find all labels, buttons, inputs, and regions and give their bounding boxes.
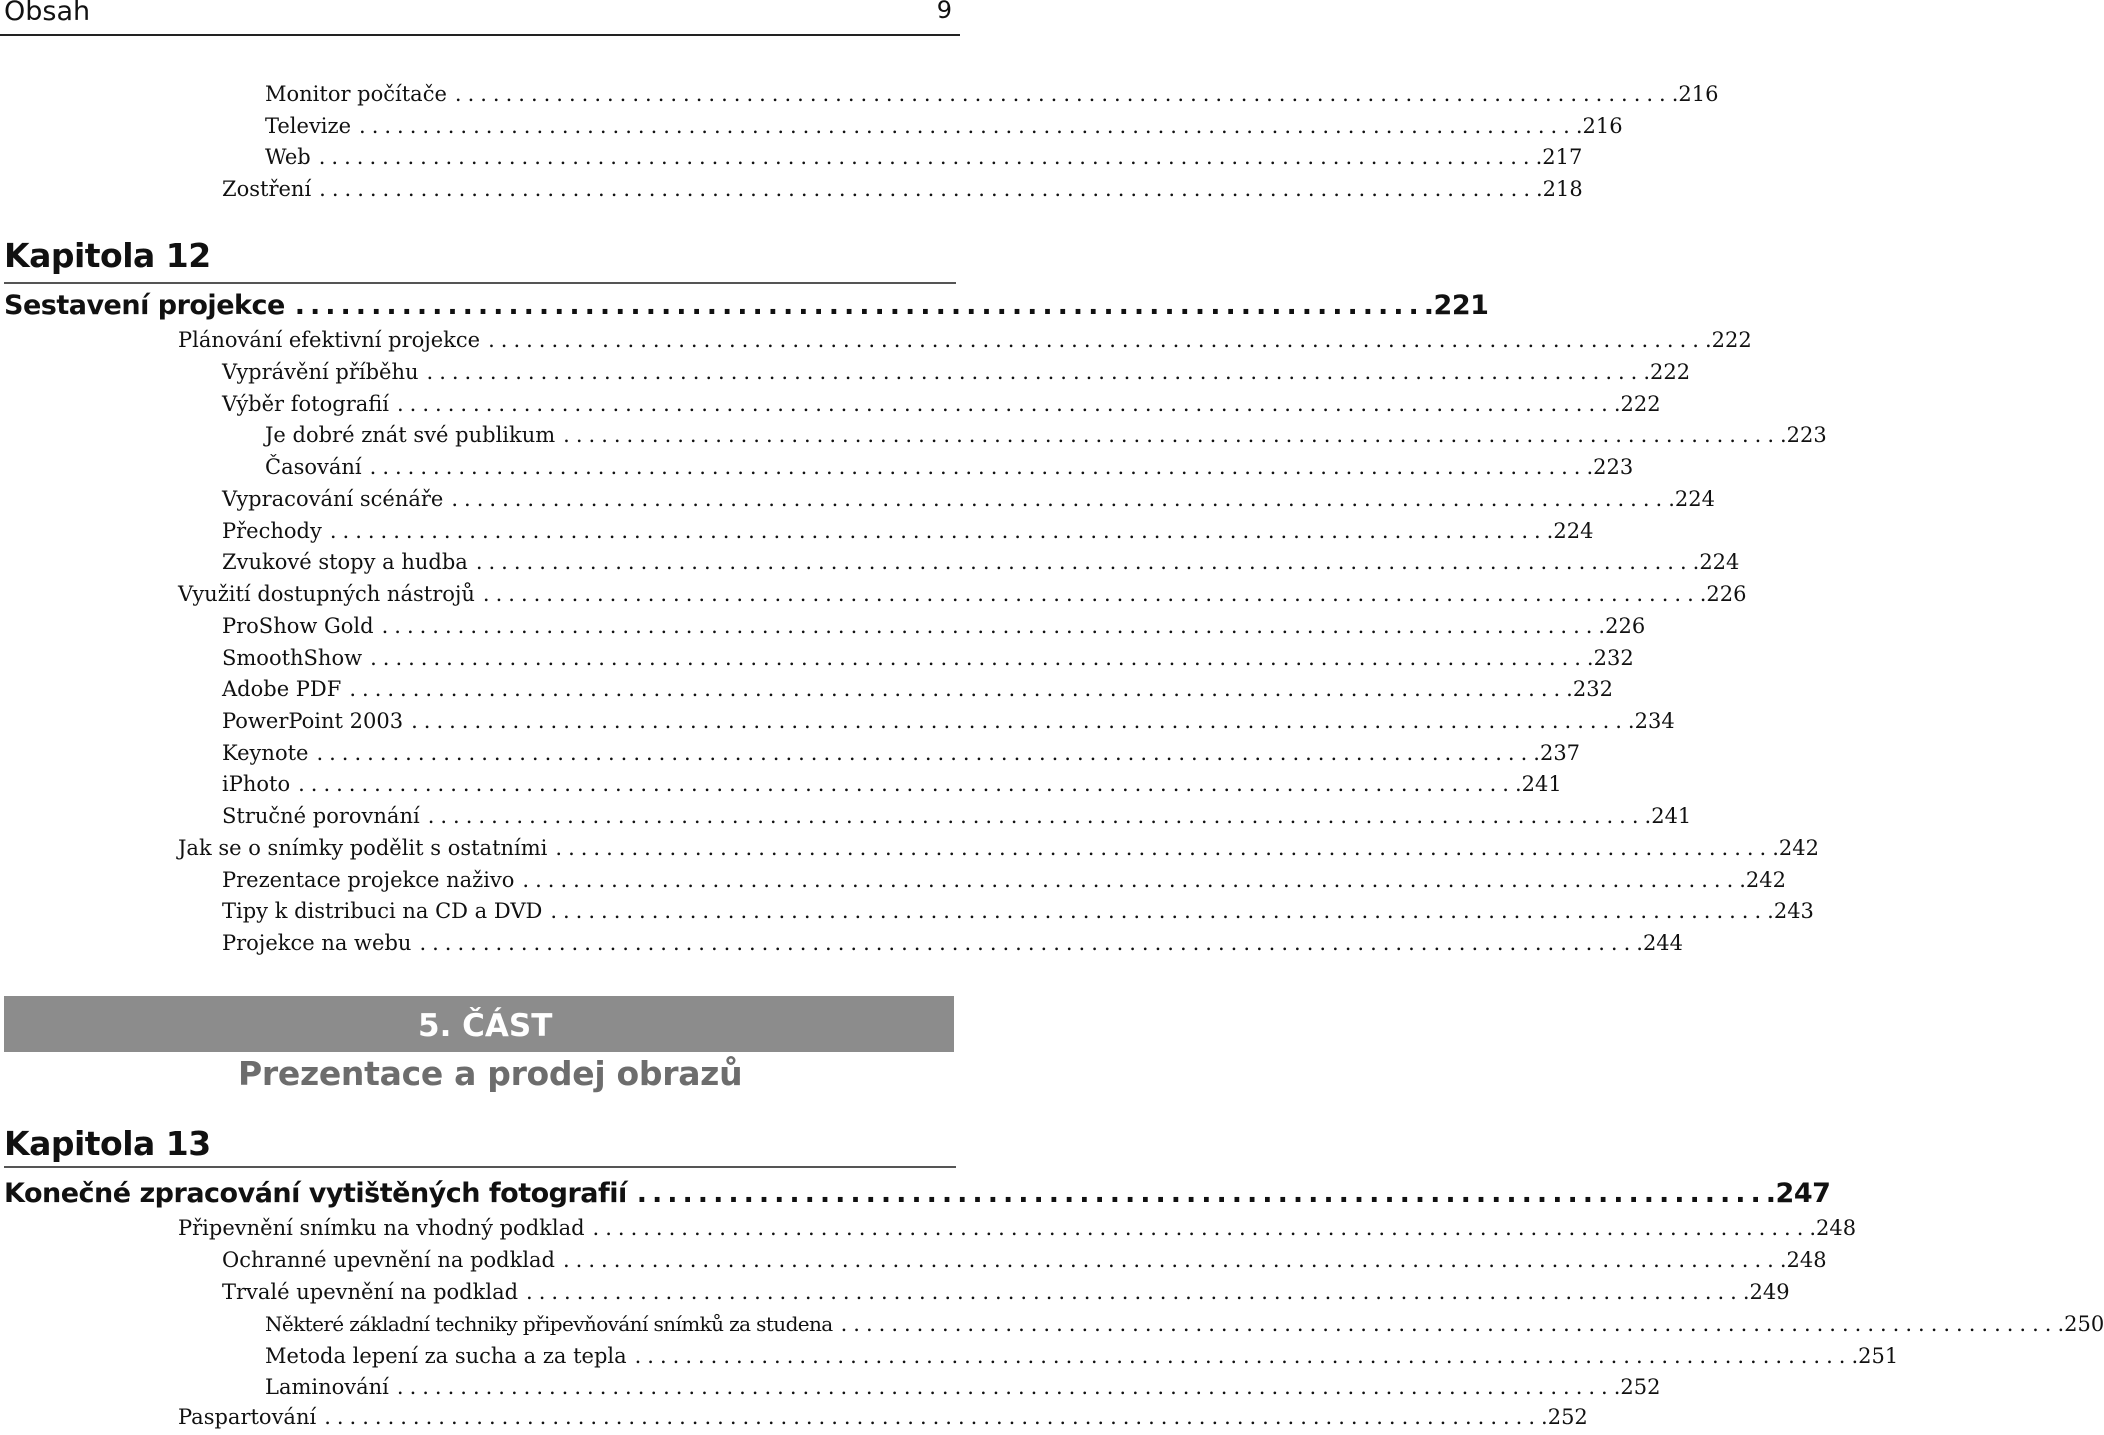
toc-entry bbox=[265, 82, 1719, 112]
toc-entry bbox=[222, 177, 1583, 207]
part-number: 5. ČÁST bbox=[418, 1008, 553, 1044]
toc-entry-label: ProShow Gold bbox=[222, 614, 374, 638]
toc-leader-dots: ................................................................................................ bbox=[840, 1312, 2058, 1336]
toc-entry bbox=[178, 836, 1819, 866]
toc-entry bbox=[222, 360, 1691, 390]
toc-entry bbox=[265, 1344, 1899, 1374]
toc-entry bbox=[222, 677, 1613, 707]
toc-entry bbox=[222, 1248, 1827, 1278]
chapter-title-text: Sestavení projekce bbox=[4, 290, 285, 321]
toc-entry bbox=[178, 328, 1752, 358]
toc-entry-label: Monitor počítače bbox=[265, 82, 447, 106]
chapter-title bbox=[4, 1178, 1831, 1214]
toc-entry-page: .243 bbox=[1767, 899, 1814, 923]
toc-entry bbox=[222, 772, 1562, 802]
toc-entry-label: Prezentace projekce naživo bbox=[222, 868, 515, 892]
toc-entry bbox=[222, 550, 1740, 580]
toc-entry-label: Je dobré znát své publikum bbox=[265, 423, 556, 447]
toc-entry-page: .234 bbox=[1627, 709, 1675, 733]
toc-leader-dots: ................................................................................................ bbox=[319, 177, 1536, 201]
toc-entry-page: .241 bbox=[1644, 804, 1692, 828]
toc-entry bbox=[178, 1216, 1857, 1246]
toc-entry-page: .223 bbox=[1586, 455, 1634, 479]
chapter-title-page: .221 bbox=[1423, 290, 1489, 321]
toc-leader-dots: ................................................................................................ bbox=[555, 836, 1773, 860]
toc-entry-page: .222 bbox=[1704, 328, 1752, 352]
toc-entry-label: Vyprávění příběhu bbox=[222, 360, 419, 384]
toc-entry bbox=[265, 423, 1827, 453]
toc-entry-label: Připevnění snímku na vhodný podklad bbox=[178, 1216, 585, 1240]
toc-entry bbox=[222, 804, 1692, 834]
toc-entry-page: .226 bbox=[1598, 614, 1646, 638]
toc-entry-label: PowerPoint 2003 bbox=[222, 709, 404, 733]
toc-entry-label: Metoda lepení za sucha a za tepla bbox=[265, 1344, 627, 1368]
toc-entry-page: .226 bbox=[1699, 582, 1747, 606]
toc-entry-label: Ochranné upevnění na podklad bbox=[222, 1248, 555, 1272]
toc-leader-dots: ................................................................................................ bbox=[370, 646, 1587, 670]
toc-entry bbox=[222, 741, 1581, 771]
toc-leader-dots: ................................................................................................ bbox=[359, 114, 1576, 138]
toc-entry bbox=[265, 1375, 1661, 1405]
toc-entry-page: .232 bbox=[1586, 646, 1634, 670]
toc-leader-dots: ................................................................................................ bbox=[475, 550, 1693, 574]
toc-entry-label: Projekce na webu bbox=[222, 931, 412, 955]
toc-entry bbox=[265, 114, 1623, 144]
toc-leader-dots: ................................................................................................ bbox=[563, 1248, 1780, 1272]
toc-leader-dots: ................................................................................................ bbox=[324, 1405, 1542, 1429]
toc-entry bbox=[222, 868, 1787, 898]
header-page-number: 9 bbox=[936, 0, 952, 24]
toc-entry-label: Web bbox=[265, 145, 311, 169]
chapter-label: Kapitola 13 bbox=[4, 1124, 211, 1163]
toc-leader-dots: ................................................................................................ bbox=[488, 328, 1705, 352]
toc-entry-label: Paspartování bbox=[178, 1405, 317, 1429]
toc-entry bbox=[222, 931, 1684, 961]
toc-entry-page: .250 bbox=[2057, 1312, 2104, 1336]
toc-entry-page: .224 bbox=[1668, 487, 1715, 511]
toc-leader-dots: .......................................................................... bbox=[636, 1178, 1766, 1209]
toc-entry-page: .248 bbox=[1809, 1216, 1857, 1240]
toc-entry-label: Časování bbox=[265, 455, 362, 479]
toc-entry bbox=[222, 614, 1646, 644]
toc-entry-page: .244 bbox=[1636, 931, 1684, 955]
toc-entry-page: .216 bbox=[1575, 114, 1623, 138]
toc-entry-page: .241 bbox=[1514, 772, 1562, 796]
toc-leader-dots: ................................................................................................ bbox=[298, 772, 1515, 796]
toc-leader-dots: .......................................................................... bbox=[294, 290, 1424, 321]
toc-leader-dots: ................................................................................................ bbox=[451, 487, 1669, 511]
toc-entry-page: .252 bbox=[1541, 1405, 1588, 1429]
header-title: Obsah bbox=[4, 0, 91, 27]
chapter-label: Kapitola 12 bbox=[4, 236, 211, 275]
toc-leader-dots: ................................................................................................ bbox=[563, 423, 1780, 447]
toc-entry bbox=[222, 899, 1814, 929]
toc-entry bbox=[178, 582, 1747, 612]
toc-entry-page: .237 bbox=[1533, 741, 1581, 765]
toc-entry-label: Stručné porovnání bbox=[222, 804, 420, 828]
chapter-rule bbox=[4, 282, 956, 284]
toc-entry-page: .223 bbox=[1780, 423, 1827, 447]
toc-leader-dots: ................................................................................................ bbox=[526, 1280, 1743, 1304]
toc-entry bbox=[265, 145, 1583, 175]
part-title: Prezentace a prodej obrazů bbox=[238, 1054, 743, 1093]
toc-entry-label: Přechody bbox=[222, 519, 322, 543]
toc-entry-label: Televize bbox=[265, 114, 352, 138]
toc-leader-dots: ................................................................................................ bbox=[482, 582, 1700, 606]
chapter-title-text: Konečné zpracování vytištěných fotografií bbox=[4, 1178, 627, 1209]
toc-entry-page: .252 bbox=[1613, 1375, 1661, 1399]
toc-entry-page: .216 bbox=[1671, 82, 1719, 106]
toc-leader-dots: ................................................................................................ bbox=[316, 741, 1534, 765]
toc-entry-page: .242 bbox=[1739, 868, 1787, 892]
toc-leader-dots: ................................................................................................ bbox=[592, 1216, 1810, 1240]
toc-entry bbox=[222, 392, 1661, 422]
toc-entry-page: .222 bbox=[1643, 360, 1691, 384]
toc-leader-dots: ................................................................................................ bbox=[426, 360, 1644, 384]
toc-entry-label: Plánování efektivní projekce bbox=[178, 328, 481, 352]
toc-entry bbox=[265, 455, 1634, 485]
toc-entry-page: .218 bbox=[1536, 177, 1583, 201]
toc-entry-label: Adobe PDF bbox=[222, 677, 342, 701]
toc-entry bbox=[222, 646, 1634, 676]
toc-leader-dots: ................................................................................................ bbox=[318, 145, 1536, 169]
toc-entry bbox=[265, 1312, 2104, 1342]
toc-entry-page: .232 bbox=[1566, 677, 1613, 701]
toc-entry-label: Laminování bbox=[265, 1375, 389, 1399]
toc-entry-label: Vypracování scénáře bbox=[222, 487, 444, 511]
toc-entry bbox=[222, 519, 1594, 549]
toc-entry-label: SmoothShow bbox=[222, 646, 363, 670]
toc-leader-dots: ................................................................................................ bbox=[329, 519, 1547, 543]
toc-entry-page: .248 bbox=[1779, 1248, 1827, 1272]
toc-leader-dots: ................................................................................................ bbox=[397, 392, 1614, 416]
toc-leader-dots: ................................................................................................ bbox=[419, 931, 1637, 955]
toc-leader-dots: ................................................................................................ bbox=[349, 677, 1567, 701]
chapter-title bbox=[4, 290, 1489, 326]
toc-leader-dots: ................................................................................................ bbox=[396, 1375, 1614, 1399]
toc-entry bbox=[222, 709, 1675, 739]
toc-entry bbox=[222, 1280, 1790, 1310]
running-header bbox=[0, 0, 960, 36]
toc-leader-dots: ................................................................................................ bbox=[454, 82, 1672, 106]
toc-entry-label: Jak se o snímky podělit s ostatními bbox=[178, 836, 548, 860]
toc-entry-page: .217 bbox=[1535, 145, 1583, 169]
toc-leader-dots: ................................................................................................ bbox=[427, 804, 1645, 828]
toc-entry-page: .224 bbox=[1546, 519, 1594, 543]
toc-entry-page: .224 bbox=[1692, 550, 1740, 574]
toc-entry-label: Keynote bbox=[222, 741, 309, 765]
chapter-rule bbox=[4, 1166, 956, 1168]
toc-entry-page: .251 bbox=[1851, 1344, 1899, 1368]
toc-entry-label: Tipy k distribuci na CD a DVD bbox=[222, 899, 543, 923]
toc-leader-dots: ................................................................................................ bbox=[550, 899, 1768, 923]
chapter-title-page: .247 bbox=[1765, 1178, 1831, 1209]
toc-entry-label: iPhoto bbox=[222, 772, 291, 796]
toc-entry-label: Výběr fotografií bbox=[222, 392, 389, 416]
toc-entry-label: Zvukové stopy a hudba bbox=[222, 550, 468, 574]
toc-entry-page: .222 bbox=[1613, 392, 1661, 416]
toc-entry-label: Zostření bbox=[222, 177, 312, 201]
toc-entry-label: Využití dostupných nástrojů bbox=[178, 582, 475, 606]
toc-entry bbox=[178, 1405, 1588, 1435]
toc-leader-dots: ................................................................................................ bbox=[411, 709, 1628, 733]
toc-entry-page: .249 bbox=[1742, 1280, 1790, 1304]
toc-entry-page: .242 bbox=[1772, 836, 1819, 860]
toc-entry-label: Některé základní techniky připevňování snímků za studena bbox=[265, 1312, 833, 1336]
toc-entry-label: Trvalé upevnění na podklad bbox=[222, 1280, 519, 1304]
toc-entry bbox=[222, 487, 1715, 517]
toc-leader-dots: ................................................................................................ bbox=[369, 455, 1587, 479]
toc-leader-dots: ................................................................................................ bbox=[381, 614, 1599, 638]
toc-leader-dots: ................................................................................................ bbox=[522, 868, 1740, 892]
toc-leader-dots: ................................................................................................ bbox=[634, 1344, 1852, 1368]
